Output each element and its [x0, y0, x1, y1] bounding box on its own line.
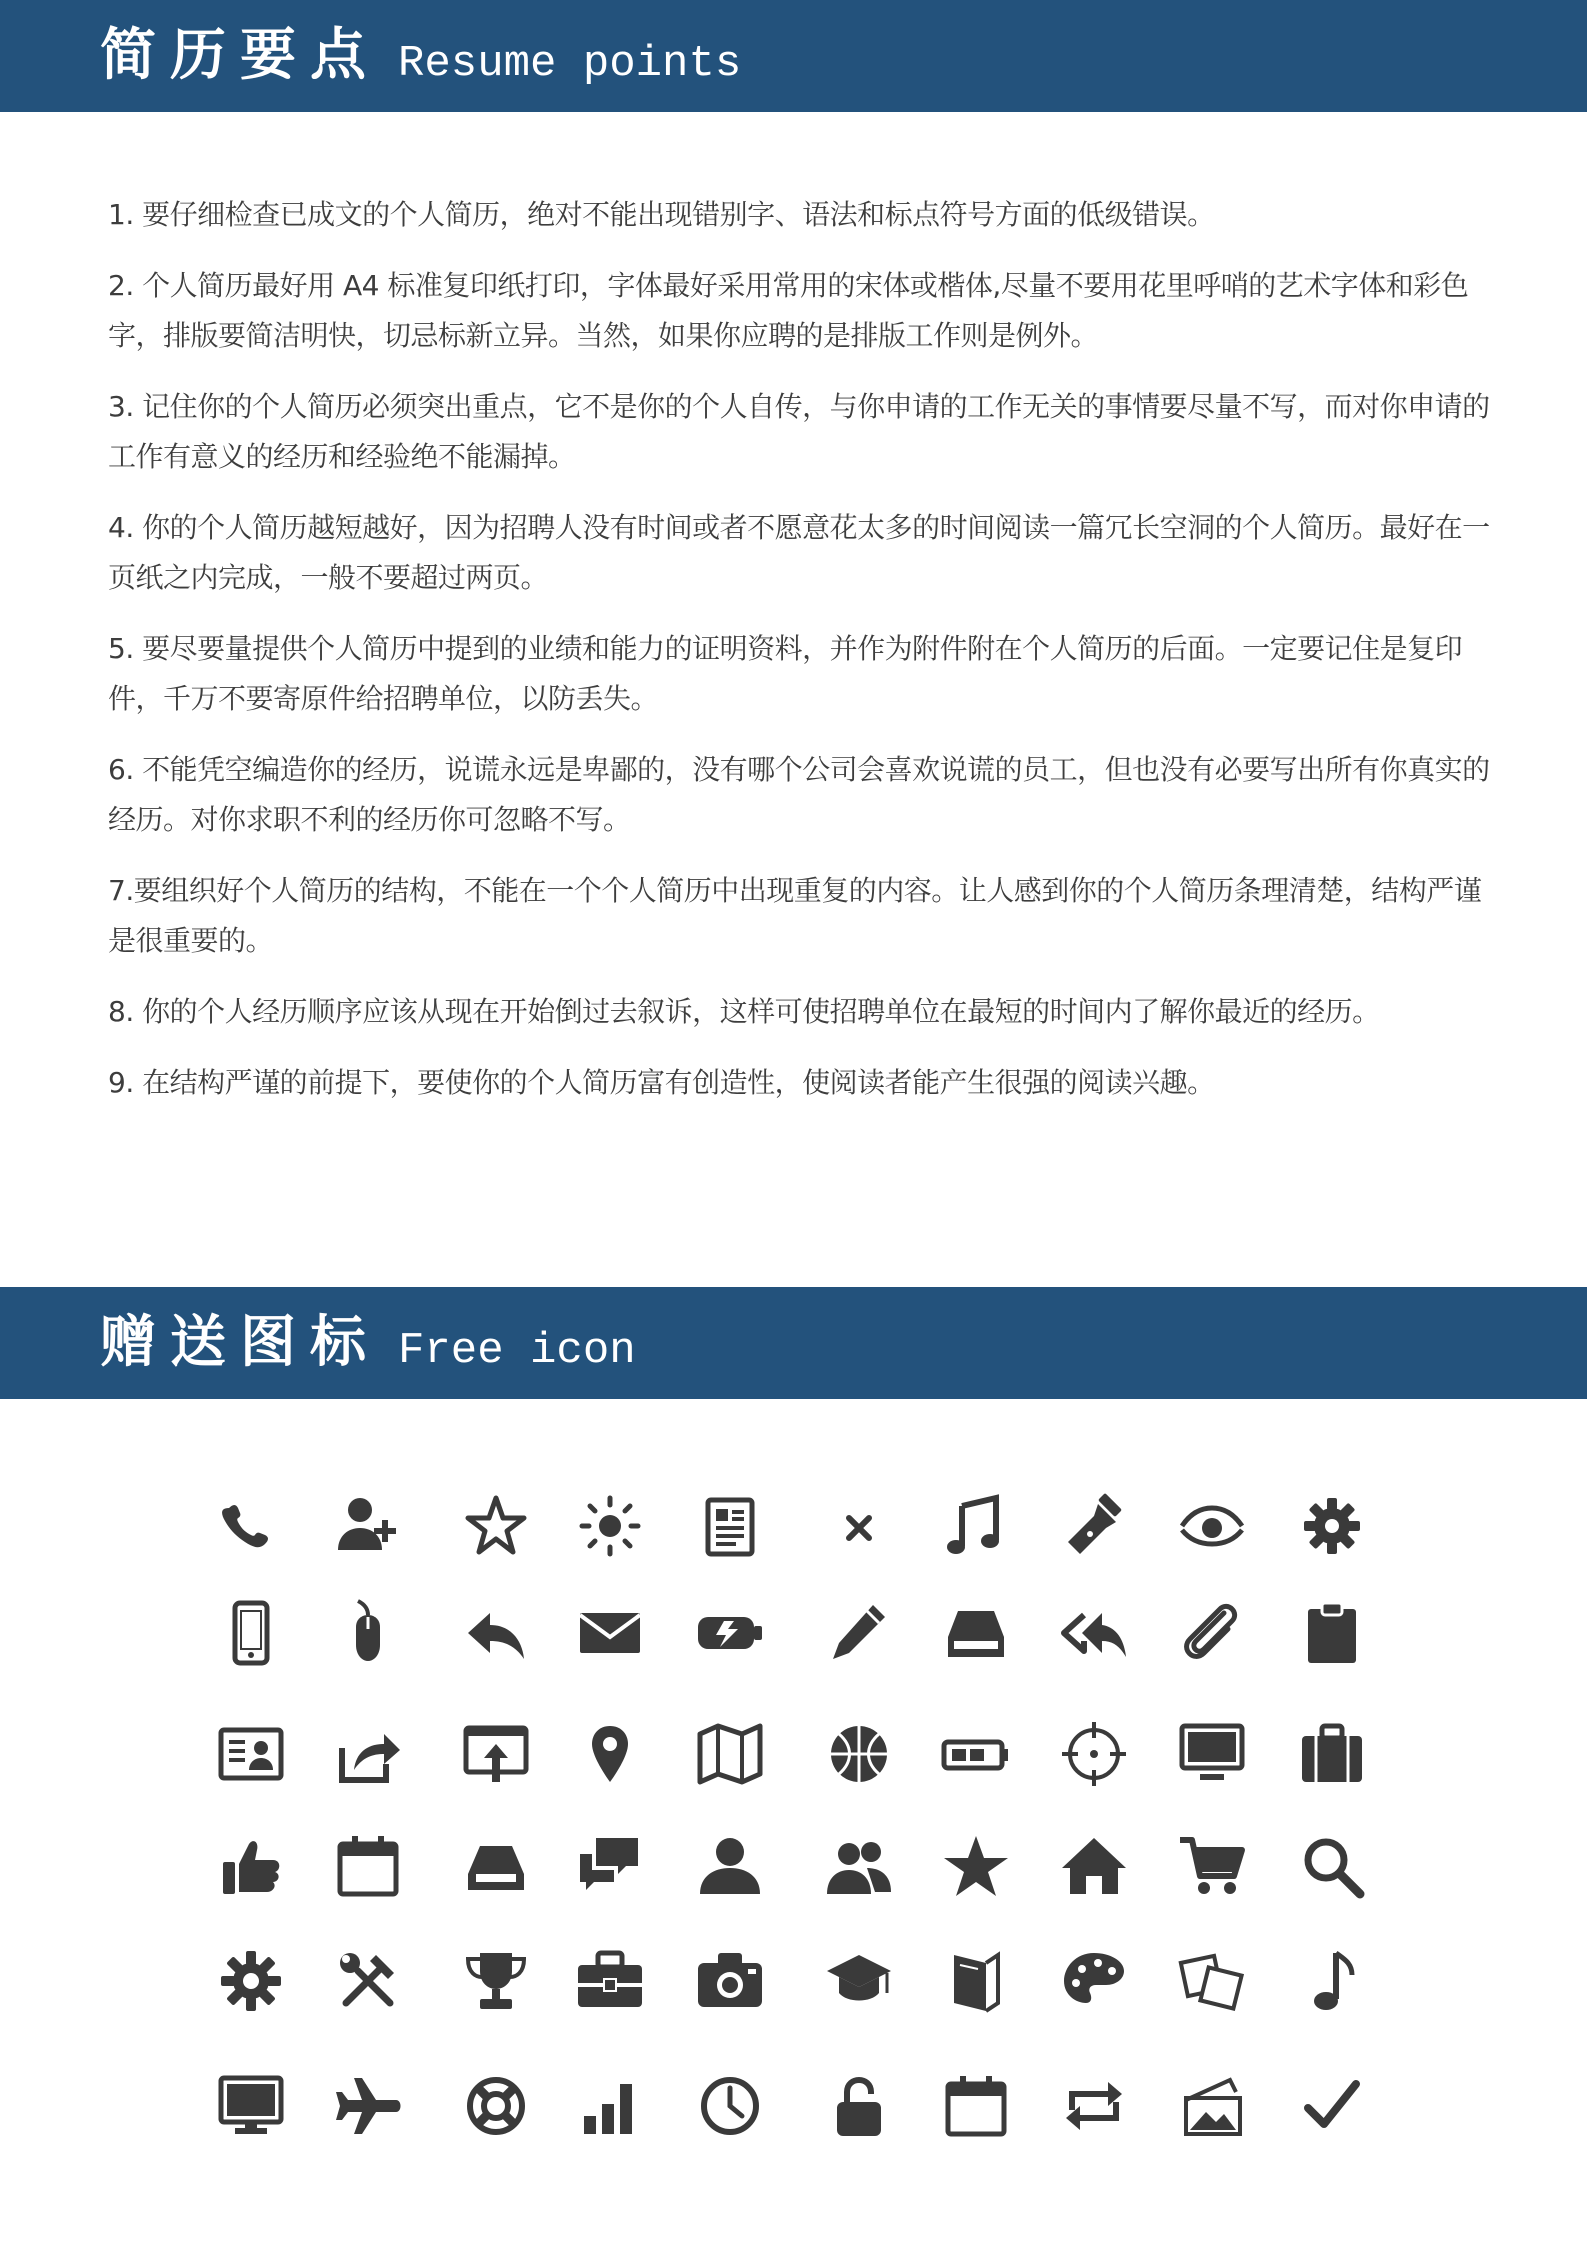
mouse-icon: [332, 1597, 404, 1669]
image-gallery-icon: [1176, 2070, 1248, 2142]
search-icon: [1296, 1830, 1368, 1902]
document-icon: [694, 1490, 766, 1562]
calendar-alt-icon: [940, 2070, 1012, 2142]
icons-section-header: [0, 1287, 1587, 1399]
resume-points-list: [108, 190, 1508, 1129]
signal-bars-icon: [574, 2070, 646, 2142]
home-icon: [1058, 1830, 1130, 1902]
battery-charging-icon: [694, 1597, 766, 1669]
battery-icon: [940, 1718, 1012, 1790]
resume-point-6: 6. 不能凭空编造你的经历，说谎永远是卑鄙的，没有哪个公司会喜欢说谎的员工，但也没有必要写出所有你真实的经历。对你求职不利的经历你可忽略不写。: [108, 753, 1490, 836]
briefcase-icon: [574, 1945, 646, 2017]
lock-icon: [823, 2070, 895, 2142]
resume-point-2: 2. 个人简历最好用 A4 标准复印纸打印，字体最好采用常用的宋体或楷体,尽量不要用花里呼哨的艺术字体和彩色字，排版要简洁明快，切忌标新立异。当然，如果你应聘的是排版工作则是例外。: [108, 269, 1469, 352]
checkmark-icon: [1296, 2070, 1368, 2142]
suitcase-icon: [1296, 1718, 1368, 1790]
graduation-cap-icon: [823, 1945, 895, 2017]
icons-title-cn: 赠送图标: [100, 1310, 380, 1375]
basketball-icon: [823, 1718, 895, 1790]
brightness-icon: [574, 1490, 646, 1562]
music-notes-icon: [940, 1490, 1012, 1562]
thumbs-up-icon: [215, 1830, 287, 1902]
mail-icon: [574, 1597, 646, 1669]
star-outline-icon: [460, 1490, 532, 1562]
desktop-icon: [215, 2070, 287, 2142]
resume-point-1: 1. 要仔细检查已成文的个人简历，绝对不能出现错别字、语法和标点符号方面的低级错误。: [108, 198, 1215, 231]
clipboard-icon: [1296, 1597, 1368, 1669]
users-icon: [823, 1830, 895, 1902]
eye-icon: [1176, 1490, 1248, 1562]
crosshair-icon: [1058, 1718, 1130, 1790]
resume-point-8: 8. 你的个人经历顺序应该从现在开始倒过去叙诉，这样可使招聘单位在最短的时间内了解你最近的经历。: [108, 995, 1380, 1028]
settings-icon: [215, 1945, 287, 2017]
calendar-icon: [332, 1830, 404, 1902]
resume-title-cn: 简历要点: [100, 23, 380, 88]
inbox-tray-icon: [940, 1597, 1012, 1669]
pencil-icon: [823, 1597, 895, 1669]
palette-icon: [1058, 1945, 1130, 2017]
share-icon: [332, 1718, 404, 1790]
reply-all-icon: [1058, 1597, 1130, 1669]
cart-icon: [1176, 1830, 1248, 1902]
clock-icon: [694, 2070, 766, 2142]
resume-section-header: [0, 0, 1587, 112]
tray-icon: [460, 1830, 532, 1902]
mobile-icon: [215, 1597, 287, 1669]
repeat-icon: [1058, 2070, 1130, 2142]
phone-icon: [215, 1490, 287, 1562]
lifebuoy-icon: [460, 2070, 532, 2142]
resume-point-9: 9. 在结构严谨的前提下，要使你的个人简历富有创造性，使阅读者能产生很强的阅读兴趣。: [108, 1066, 1215, 1099]
resume-point-7: 7.要组织好个人简历的结构，不能在一个个人简历中出现重复的内容。让人感到你的个人简历条理清楚，结构严谨是很重要的。: [108, 874, 1482, 957]
music-note-icon: [1296, 1945, 1368, 2017]
tools-icon: [332, 1945, 404, 2017]
star-icon: [940, 1830, 1012, 1902]
airplane-icon: [332, 2070, 404, 2142]
resume-point-4: 4. 你的个人简历越短越好，因为招聘人没有时间或者不愿意花太多的时间阅读一篇冗长空洞的个人简历。最好在一页纸之内完成，一般不要超过两页。: [108, 511, 1490, 594]
close-icon: [823, 1490, 895, 1562]
book-icon: [940, 1945, 1012, 2017]
add-user-icon: [332, 1490, 404, 1562]
id-card-icon: [215, 1718, 287, 1790]
map-pin-icon: [574, 1718, 646, 1790]
trophy-icon: [460, 1945, 532, 2017]
resume-point-5: 5. 要尽要量提供个人简历中提到的业绩和能力的证明资料，并作为附件附在个人简历的后面。一定要记住是复印件，千万不要寄原件给招聘单位，以防丢失。: [108, 632, 1463, 715]
upload-screen-icon: [460, 1718, 532, 1790]
flashlight-icon: [1058, 1490, 1130, 1562]
photos-icon: [1176, 1945, 1248, 2017]
reply-icon: [460, 1597, 532, 1669]
paperclip-icon: [1176, 1597, 1248, 1669]
gear-icon: [1296, 1490, 1368, 1562]
map-icon: [694, 1718, 766, 1790]
camera-icon: [694, 1945, 766, 2017]
user-icon: [694, 1830, 766, 1902]
icons-title-en: Free icon: [398, 1326, 636, 1376]
chat-icon: [574, 1830, 646, 1902]
resume-title-en: Resume points: [398, 39, 742, 89]
monitor-icon: [1176, 1718, 1248, 1790]
resume-point-3: 3. 记住你的个人简历必须突出重点，它不是你的个人自传，与你申请的工作无关的事情要尽量不写，而对你申请的工作有意义的经历和经验绝不能漏掉。: [108, 390, 1490, 473]
